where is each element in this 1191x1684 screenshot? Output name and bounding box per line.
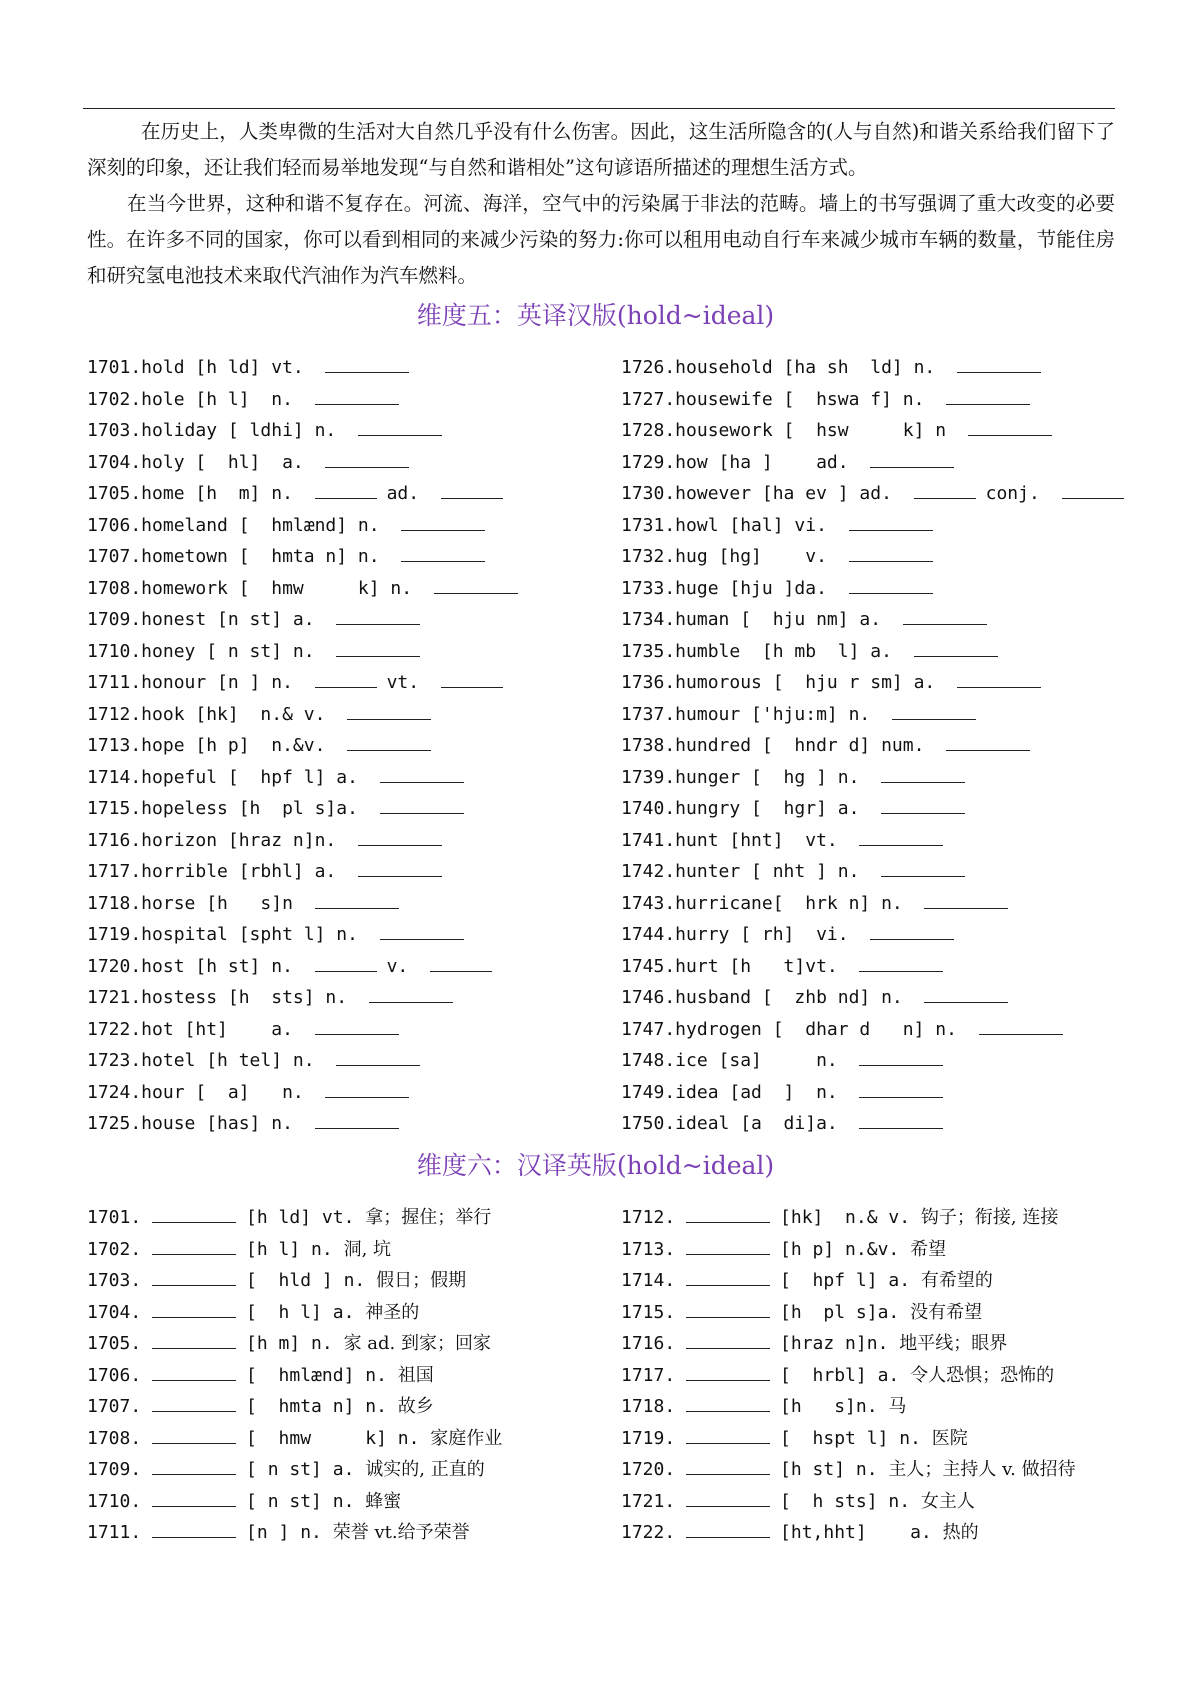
vocab-row — [621, 1045, 1134, 1077]
phonetic-text: [ hrbl] a. — [780, 1364, 900, 1386]
entry-text: 1736.humorous [ hju r sm] a. — [621, 672, 936, 693]
entry-number: 1715. — [621, 1301, 676, 1323]
entry-text: 1704.holy [ hl] a. — [87, 451, 304, 473]
vocab-row — [621, 1108, 1134, 1140]
answer-blank[interactable] — [369, 1002, 453, 1003]
intro-paragraph-1: 在历史上，人类卑微的生活对大自然几乎没有什么伤害。因此，这生活所隐含的(人与自然)和谐关系给我们留下了深刻的印象，还让我们轻而易举地发现“与自然和谐相处”这句谚语所描述的理想生活方式。 — [87, 120, 1115, 179]
entry-text: 1742.hunter [ nht ] n. — [621, 861, 860, 882]
vocab-row — [87, 919, 528, 951]
answer-blank[interactable] — [315, 498, 377, 499]
meaning-text: 没有希望 — [910, 1301, 983, 1323]
phonetic-text: [ hpf l] a. — [780, 1270, 911, 1291]
meaning-text: 故乡 — [397, 1396, 434, 1417]
meaning-text: 主人；主持人 v. 做招待 — [888, 1459, 1076, 1480]
answer-blank[interactable] — [859, 1128, 943, 1129]
answer-blank[interactable] — [358, 876, 442, 877]
answer-blank[interactable] — [152, 1443, 236, 1444]
vocab-row — [87, 604, 528, 636]
entry-text: 1721.hostess [h sts] n. — [87, 987, 348, 1008]
vocab-row — [87, 1108, 528, 1140]
answer-blank[interactable] — [686, 1348, 770, 1349]
phonetic-text: [h ld] vt. — [246, 1207, 355, 1228]
section5-right-column — [621, 352, 1134, 1140]
entry-text: 1701.hold [h ld] vt. — [87, 357, 304, 378]
phonetic-text: [h s]n. — [780, 1396, 878, 1417]
entry-text: 1749.idea [ad ] n. — [621, 1081, 838, 1103]
vocab-row — [87, 1454, 502, 1486]
answer-blank[interactable] — [441, 687, 503, 688]
phonetic-text: [ h sts] n. — [780, 1490, 911, 1512]
vocab-row — [621, 1077, 1134, 1109]
meaning-text: 拿；握住；举行 — [365, 1207, 492, 1228]
vocab-row — [621, 478, 1134, 510]
answer-blank[interactable] — [358, 435, 442, 436]
vocab-row — [621, 982, 1134, 1014]
answer-blank[interactable] — [849, 530, 933, 531]
answer-blank[interactable] — [968, 435, 1052, 436]
vocab-row — [87, 1045, 528, 1077]
answer-blank[interactable] — [881, 876, 965, 877]
vocab-row — [87, 1423, 502, 1455]
entry-text: 1728.housework [ hsw k] n — [621, 420, 947, 441]
vocab-row — [621, 1360, 1076, 1392]
entry-number: 1719. — [621, 1427, 676, 1449]
vocab-row — [87, 762, 528, 794]
meaning-text: 地平线；眼界 — [899, 1333, 1008, 1354]
phonetic-text: [ht,hht] a. — [780, 1522, 932, 1543]
answer-blank[interactable] — [686, 1411, 770, 1412]
vocab-row — [87, 573, 528, 605]
answer-blank[interactable] — [315, 908, 399, 909]
answer-blank[interactable] — [325, 1097, 409, 1098]
answer-blank[interactable] — [870, 467, 954, 468]
vocab-row — [87, 510, 528, 542]
vocab-row — [621, 1486, 1076, 1518]
entry-number: 1714. — [621, 1270, 676, 1291]
entry-text: 1734.human [ hju nm] a. — [621, 609, 882, 630]
phonetic-text: [h l] n. — [246, 1238, 333, 1260]
answer-blank[interactable] — [380, 813, 464, 814]
entry-number: 1718. — [621, 1396, 676, 1417]
entry-text: 1744.hurry [ rh] vi. — [621, 924, 849, 945]
entry-text: 1735.humble [h mb l] a. — [621, 640, 892, 662]
entry-text: 1748.ice [sa] n. — [621, 1050, 838, 1071]
answer-blank[interactable] — [859, 1065, 943, 1066]
vocab-row — [621, 510, 1134, 542]
vocab-row — [87, 1297, 502, 1329]
entry-number: 1701. — [87, 1207, 142, 1228]
vocab-row — [87, 793, 528, 825]
meaning-text: 马 — [888, 1396, 907, 1417]
answer-blank[interactable] — [358, 845, 442, 846]
vocab-row — [87, 352, 528, 384]
vocab-row — [87, 1265, 502, 1297]
entry-text: 1716.horizon [hraz n]n. — [87, 829, 337, 851]
entry-text: 1705.home [h m] n. — [87, 483, 293, 504]
entry-text: 1727.housewife [ hswa f] n. — [621, 388, 925, 410]
answer-blank[interactable] — [380, 939, 464, 940]
answer-blank[interactable] — [686, 1254, 770, 1255]
phonetic-text: [hraz n]n. — [780, 1333, 889, 1354]
phonetic-text: [h p] n.&v. — [780, 1238, 900, 1260]
entry-text: 1738.hundred [ hndr d] num. — [621, 735, 925, 756]
answer-blank[interactable] — [686, 1443, 770, 1444]
vocab-row — [87, 982, 528, 1014]
meaning-text: 女主人 — [920, 1490, 975, 1512]
section6-left-column — [87, 1202, 502, 1549]
entry-number: 1707. — [87, 1396, 142, 1417]
vocab-row — [87, 478, 528, 510]
answer-blank[interactable] — [924, 908, 1008, 909]
entry-text: 1712.hook [hk] n.& v. — [87, 703, 326, 725]
entry-text: 1745.hurt [h t]vt. — [621, 955, 838, 977]
vocab-row — [87, 1328, 502, 1360]
entry-text: 1730.however [ha ev ] ad. — [621, 483, 892, 504]
answer-blank[interactable] — [325, 467, 409, 468]
section6-title: 维度六：汉译英版(hold~ideal) — [416, 1151, 775, 1180]
entry-number: 1702. — [87, 1238, 142, 1260]
vocab-row — [87, 1014, 528, 1046]
entry-text-secondary: vt. — [386, 672, 420, 693]
vocab-row — [87, 1360, 502, 1392]
phonetic-text: [h pl s]a. — [780, 1301, 900, 1323]
answer-blank[interactable] — [849, 593, 933, 594]
phonetic-text: [ hmw k] n. — [246, 1427, 420, 1449]
meaning-text: 医院 — [931, 1427, 968, 1449]
answer-blank[interactable] — [315, 1034, 399, 1035]
entry-number: 1722. — [621, 1522, 676, 1543]
answer-blank[interactable] — [152, 1474, 236, 1475]
entry-text-secondary: v. — [386, 955, 409, 977]
meaning-text: 家庭作业 — [430, 1427, 503, 1449]
answer-blank[interactable] — [881, 782, 965, 783]
answer-blank[interactable] — [924, 1002, 1008, 1003]
answer-blank[interactable] — [946, 750, 1030, 751]
phonetic-text: [ n st] a. — [246, 1459, 355, 1480]
section5-title: 维度五：英译汉版(hold~ideal) — [416, 301, 775, 330]
vocab-row — [621, 1202, 1076, 1234]
answer-blank[interactable] — [401, 530, 485, 531]
entry-text: 1713.hope [h p] n.&v. — [87, 735, 326, 756]
entry-text: 1726.household [ha sh ld] n. — [621, 357, 936, 378]
answer-blank[interactable] — [347, 719, 431, 720]
answer-blank[interactable] — [315, 687, 377, 688]
answer-blank[interactable] — [686, 1285, 770, 1286]
answer-blank[interactable] — [686, 1380, 770, 1381]
answer-blank[interactable] — [686, 1474, 770, 1475]
vocab-row — [621, 1328, 1076, 1360]
answer-blank[interactable] — [152, 1380, 236, 1381]
vocab-row — [621, 604, 1134, 636]
vocab-row — [87, 447, 528, 479]
answer-blank[interactable] — [152, 1348, 236, 1349]
vocab-row — [87, 888, 528, 920]
entry-text: 1723.hotel [h tel] n. — [87, 1050, 315, 1071]
section6-right-column — [621, 1202, 1076, 1549]
entry-text: 1707.hometown [ hmta n] n. — [87, 546, 380, 567]
vocab-row — [87, 636, 528, 668]
vocab-row — [87, 730, 528, 762]
vocab-row — [621, 730, 1134, 762]
answer-blank[interactable] — [401, 561, 485, 562]
entry-text: 1702.hole [h l] n. — [87, 388, 293, 410]
entry-text-secondary: ad. — [386, 483, 420, 504]
entry-number: 1711. — [87, 1522, 142, 1543]
entry-number: 1721. — [621, 1490, 676, 1512]
meaning-text: 家 ad. 到家；回家 — [343, 1333, 491, 1354]
vocab-row — [621, 888, 1134, 920]
phonetic-text: [ hspt l] n. — [780, 1427, 921, 1449]
answer-blank[interactable] — [946, 404, 1030, 405]
answer-blank[interactable] — [859, 845, 943, 846]
answer-blank[interactable] — [336, 656, 420, 657]
entry-number: 1720. — [621, 1459, 676, 1480]
entry-text: 1731.howl [hal] vi. — [621, 514, 827, 536]
vocab-row — [621, 415, 1134, 447]
answer-blank[interactable] — [957, 687, 1041, 688]
meaning-text: 假日；假期 — [376, 1270, 467, 1291]
entry-text: 1743.hurricane[ hrk n] n. — [621, 892, 903, 914]
vocab-row — [87, 699, 528, 731]
header-rule — [83, 108, 1115, 109]
answer-blank[interactable] — [152, 1411, 236, 1412]
answer-blank[interactable] — [315, 404, 399, 405]
vocab-row — [87, 541, 528, 573]
answer-blank[interactable] — [315, 971, 377, 972]
entry-text: 1746.husband [ zhb nd] n. — [621, 987, 903, 1008]
vocab-row — [621, 856, 1134, 888]
entry-text: 1711.honour [n ] n. — [87, 672, 293, 693]
answer-blank[interactable] — [152, 1537, 236, 1538]
vocab-row — [621, 825, 1134, 857]
answer-blank[interactable] — [152, 1285, 236, 1286]
answer-blank[interactable] — [152, 1317, 236, 1318]
answer-blank[interactable] — [979, 1034, 1063, 1035]
phonetic-text: [ n st] n. — [246, 1490, 355, 1512]
answer-blank[interactable] — [686, 1537, 770, 1538]
vocab-row — [621, 793, 1134, 825]
meaning-text: 蜂蜜 — [365, 1490, 402, 1512]
vocab-row — [87, 1234, 502, 1266]
meaning-text: 令人恐惧；恐怖的 — [910, 1364, 1055, 1386]
entry-text: 1718.horse [h s]n — [87, 892, 293, 914]
answer-blank[interactable] — [434, 593, 518, 594]
vocab-row — [87, 825, 528, 857]
vocab-row — [621, 951, 1134, 983]
entry-text: 1708.homework [ hmw k] n. — [87, 577, 413, 599]
vocab-row — [621, 1391, 1076, 1423]
entry-number: 1709. — [87, 1459, 142, 1480]
vocab-row — [87, 667, 528, 699]
entry-text: 1741.hunt [hnt] vt. — [621, 829, 838, 851]
meaning-text: 祖国 — [397, 1364, 434, 1386]
meaning-text: 希望 — [910, 1238, 947, 1260]
entry-number: 1710. — [87, 1490, 142, 1512]
entry-text: 1732.hug [hg] v. — [621, 546, 827, 567]
vocab-row — [621, 762, 1134, 794]
phonetic-text: [n ] n. — [246, 1522, 322, 1543]
vocab-row — [621, 1234, 1076, 1266]
answer-blank[interactable] — [152, 1254, 236, 1255]
vocab-row — [87, 951, 528, 983]
entry-text: 1733.huge [hju ]da. — [621, 577, 827, 599]
entry-text: 1709.honest [n st] a. — [87, 609, 315, 630]
answer-blank[interactable] — [1062, 498, 1124, 499]
entry-text: 1703.holiday [ ldhi] n. — [87, 420, 337, 441]
phonetic-text: [ hld ] n. — [246, 1270, 366, 1291]
entry-number: 1703. — [87, 1270, 142, 1291]
vocab-row — [621, 699, 1134, 731]
answer-blank[interactable] — [859, 1097, 943, 1098]
answer-blank[interactable] — [892, 719, 976, 720]
meaning-text: 钩子；衔接, 连接 — [920, 1207, 1059, 1228]
answer-blank[interactable] — [957, 372, 1041, 373]
meaning-text: 有希望的 — [920, 1270, 993, 1291]
meaning-text: 神圣的 — [365, 1301, 420, 1323]
phonetic-text: [ hmlænd] n. — [246, 1364, 387, 1386]
answer-blank[interactable] — [315, 1128, 399, 1129]
entry-text: 1714.hopeful [ hpf l] a. — [87, 766, 358, 788]
entry-text: 1706.homeland [ hmlænd] n. — [87, 514, 380, 536]
entry-number: 1708. — [87, 1427, 142, 1449]
phonetic-text: [ h l] a. — [246, 1301, 355, 1323]
entry-text: 1739.hunger [ hg ] n. — [621, 766, 860, 788]
vocab-row — [87, 1202, 502, 1234]
entry-number: 1705. — [87, 1333, 142, 1354]
vocab-row — [87, 1077, 528, 1109]
vocab-row — [621, 447, 1134, 479]
entry-text: 1717.horrible [rbhl] a. — [87, 861, 337, 882]
entry-text: 1737.humour ['hju:m] n. — [621, 703, 871, 725]
meaning-text: 洞, 坑 — [343, 1238, 392, 1260]
answer-blank[interactable] — [152, 1506, 236, 1507]
vocab-row — [621, 1454, 1076, 1486]
entry-text: 1729.how [ha ] ad. — [621, 451, 849, 473]
entry-number: 1704. — [87, 1301, 142, 1323]
vocab-row — [87, 856, 528, 888]
entry-text: 1715.hopeless [h pl s]a. — [87, 798, 358, 819]
answer-blank[interactable] — [686, 1317, 770, 1318]
answer-blank[interactable] — [881, 813, 965, 814]
entry-text: 1722.hot [ht] a. — [87, 1018, 293, 1040]
entry-text-secondary: conj. — [985, 483, 1040, 504]
vocab-row — [621, 1014, 1134, 1046]
entry-number: 1713. — [621, 1238, 676, 1260]
phonetic-text: [h st] n. — [780, 1459, 878, 1480]
answer-blank[interactable] — [336, 624, 420, 625]
vocab-row — [621, 384, 1134, 416]
vocab-row — [621, 1517, 1076, 1549]
vocab-row — [621, 636, 1134, 668]
intro-paragraph-2: 在当今世界，这种和谐不复存在。河流、海洋，空气中的污染属于非法的范畴。墙上的书写强调了重大改变的必要性。在许多不同的国家，你可以看到相同的来减少污染的努力:你可以租用电动自行车来减少城市车辆的数量，节能住房和研究氢电池技术来取代汽油作为汽车燃料。 — [87, 192, 1115, 287]
entry-text: 1747.hydrogen [ dhar d n] n. — [621, 1018, 957, 1040]
vocab-row — [621, 352, 1134, 384]
vocab-row — [87, 415, 528, 447]
vocab-row — [621, 1297, 1076, 1329]
vocab-row — [87, 384, 528, 416]
meaning-text: 荣誉 vt.给予荣誉 — [332, 1522, 470, 1543]
entry-number: 1706. — [87, 1364, 142, 1386]
phonetic-text: [h m] n. — [246, 1333, 333, 1354]
phonetic-text: [hk] n.& v. — [780, 1207, 911, 1228]
meaning-text: 诚实的, 正直的 — [365, 1459, 485, 1480]
entry-text: 1724.hour [ a] n. — [87, 1081, 304, 1103]
phonetic-text: [ hmta n] n. — [246, 1396, 387, 1417]
answer-blank[interactable] — [686, 1222, 770, 1223]
entry-text: 1710.honey [ n st] n. — [87, 640, 315, 662]
vocab-row — [621, 1423, 1076, 1455]
vocab-row — [87, 1486, 502, 1518]
entry-text: 1740.hungry [ hgr] a. — [621, 798, 860, 819]
answer-blank[interactable] — [152, 1222, 236, 1223]
answer-blank[interactable] — [859, 971, 943, 972]
entry-text: 1725.house [has] n. — [87, 1113, 293, 1134]
answer-blank[interactable] — [914, 656, 998, 657]
answer-blank[interactable] — [325, 372, 409, 373]
section5-left-column — [87, 352, 528, 1140]
answer-blank[interactable] — [441, 498, 503, 499]
entry-text: 1719.hospital [spht l] n. — [87, 924, 358, 945]
entry-number: 1712. — [621, 1207, 676, 1228]
answer-blank[interactable] — [380, 782, 464, 783]
answer-blank[interactable] — [347, 750, 431, 751]
answer-blank[interactable] — [336, 1065, 420, 1066]
answer-blank[interactable] — [914, 498, 976, 499]
entry-text: 1750.ideal [a di]a. — [621, 1113, 838, 1134]
answer-blank[interactable] — [849, 561, 933, 562]
answer-blank[interactable] — [903, 624, 987, 625]
answer-blank[interactable] — [430, 971, 492, 972]
entry-number: 1717. — [621, 1364, 676, 1386]
vocab-row — [621, 541, 1134, 573]
vocab-row — [621, 667, 1134, 699]
vocab-row — [621, 573, 1134, 605]
answer-blank[interactable] — [870, 939, 954, 940]
entry-text: 1720.host [h st] n. — [87, 955, 293, 977]
vocab-row — [621, 1265, 1076, 1297]
meaning-text: 热的 — [942, 1522, 979, 1543]
vocab-row — [87, 1517, 502, 1549]
vocab-row — [87, 1391, 502, 1423]
entry-number: 1716. — [621, 1333, 676, 1354]
answer-blank[interactable] — [686, 1506, 770, 1507]
vocab-row — [621, 919, 1134, 951]
